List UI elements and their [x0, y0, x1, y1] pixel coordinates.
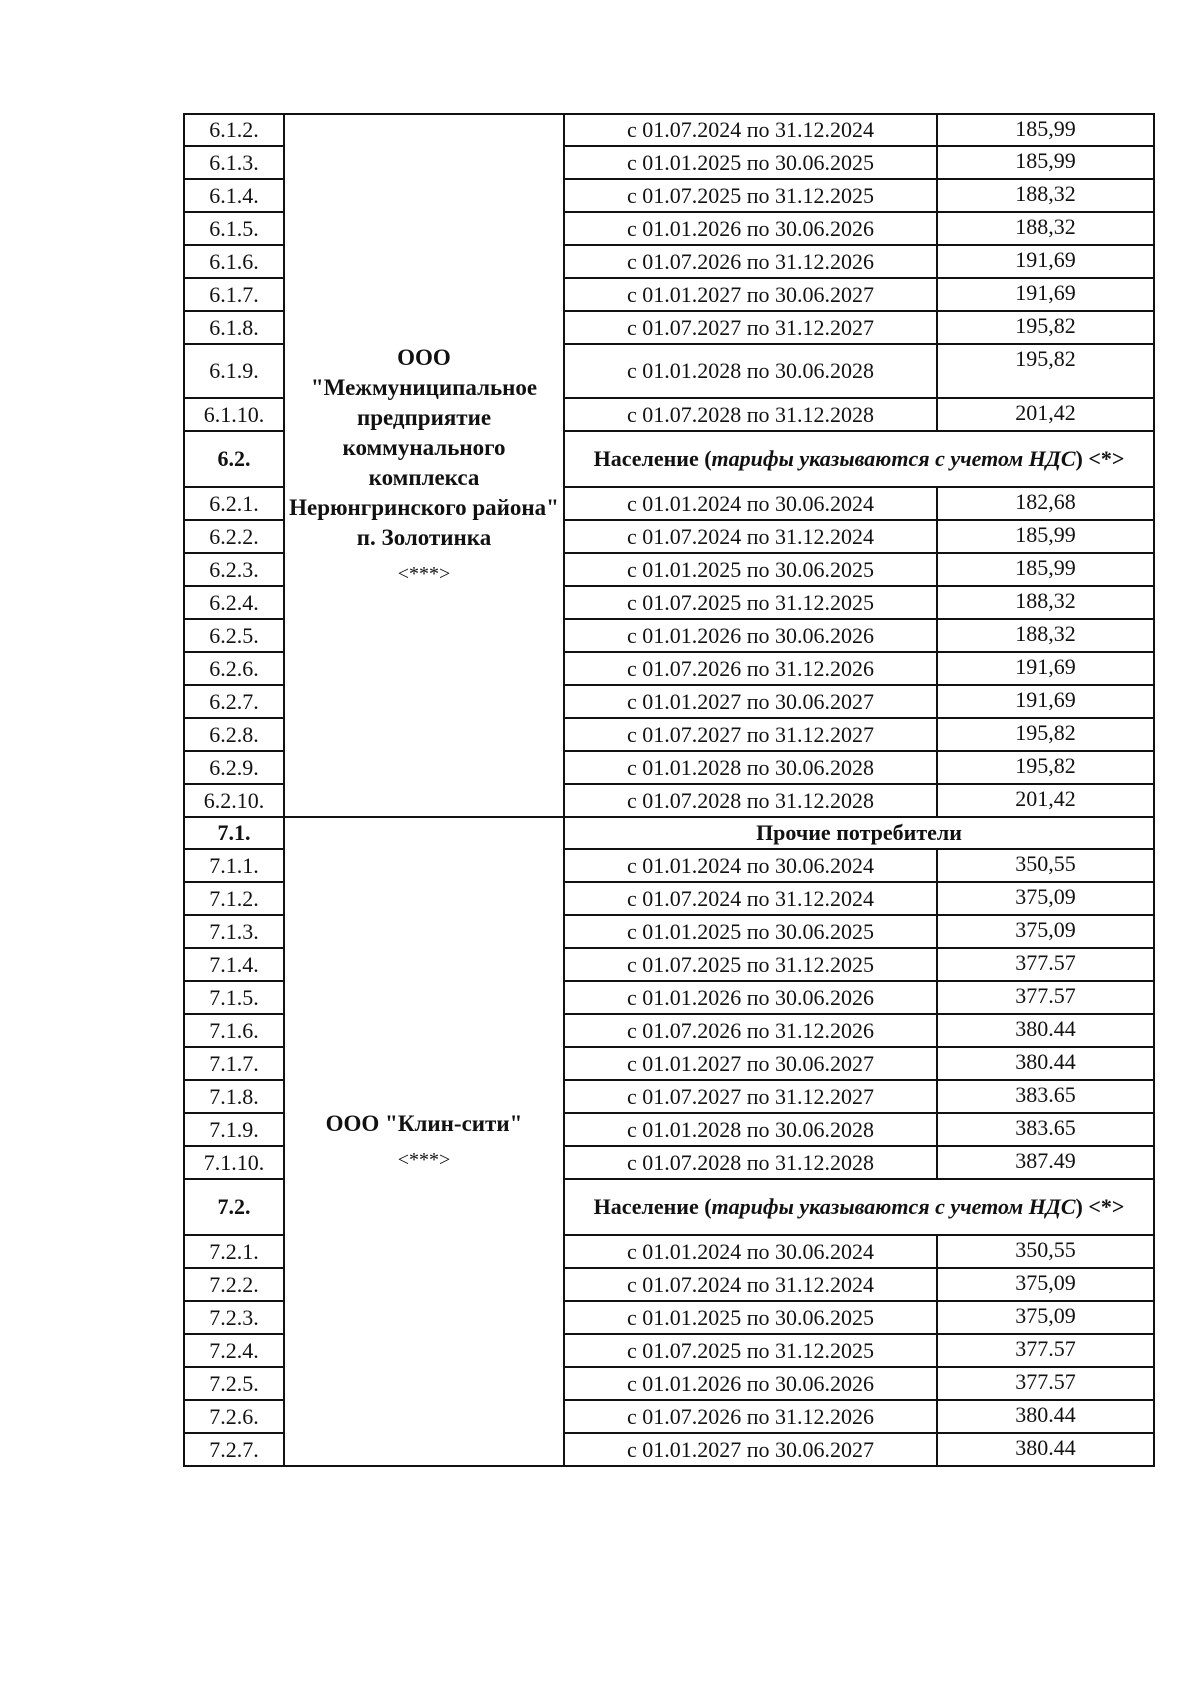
row-number: 7.2.7. [184, 1433, 284, 1466]
tariff-value: 380.44 [937, 1433, 1154, 1466]
tariff-value: 201,42 [937, 784, 1154, 817]
period-cell: с 01.07.2028 по 31.12.2028 [564, 1146, 937, 1179]
period-cell: с 01.07.2028 по 31.12.2028 [564, 398, 937, 431]
period-cell: с 01.01.2028 по 30.06.2028 [564, 344, 937, 398]
group-label-other: Прочие потребители [564, 817, 1154, 849]
tariff-value: 380.44 [937, 1047, 1154, 1080]
period-cell: с 01.01.2025 по 30.06.2025 [564, 553, 937, 586]
organization-name: ООО "Клин-сити" [325, 1110, 523, 1136]
tariff-value: 383.65 [937, 1080, 1154, 1113]
row-number: 6.1.5. [184, 212, 284, 245]
period-cell: с 01.01.2026 по 30.06.2026 [564, 619, 937, 652]
row-number: 6.2.4. [184, 586, 284, 619]
tariff-value: 188,32 [937, 586, 1154, 619]
period-cell: с 01.07.2027 по 31.12.2027 [564, 1080, 937, 1113]
tariff-value: 377.57 [937, 1334, 1154, 1367]
tariff-value: 383.65 [937, 1113, 1154, 1146]
period-cell: с 01.07.2024 по 31.12.2024 [564, 1268, 937, 1301]
tariff-value: 191,69 [937, 652, 1154, 685]
period-cell: с 01.01.2027 по 30.06.2027 [564, 278, 937, 311]
tariff-value: 185,99 [937, 520, 1154, 553]
period-cell: с 01.01.2024 по 30.06.2024 [564, 487, 937, 520]
period-cell: с 01.07.2025 по 31.12.2025 [564, 1334, 937, 1367]
row-number: 6.2.5. [184, 619, 284, 652]
tariff-value: 375,09 [937, 882, 1154, 915]
tariff-value: 377.57 [937, 1367, 1154, 1400]
group-number: 6.2. [184, 431, 284, 487]
organization-name: ООО "Межмуниципальное предприятие коммунального комплекса Нерюнгринского района" п. Золотинка [289, 344, 559, 550]
row-number: 7.1.10. [184, 1146, 284, 1179]
row-number: 7.2.2. [184, 1268, 284, 1301]
group-number: 7.2. [184, 1179, 284, 1235]
period-cell: с 01.01.2026 по 30.06.2026 [564, 212, 937, 245]
row-number: 6.1.4. [184, 179, 284, 212]
row-number: 6.2.2. [184, 520, 284, 553]
tariff-value: 188,32 [937, 619, 1154, 652]
tariff-value: 195,82 [937, 718, 1154, 751]
period-cell: с 01.01.2027 по 30.06.2027 [564, 685, 937, 718]
period-cell: с 01.01.2028 по 30.06.2028 [564, 1113, 937, 1146]
row-number: 7.2.6. [184, 1400, 284, 1433]
row-number: 6.2.7. [184, 685, 284, 718]
group-label-population [564, 1179, 1154, 1235]
row-number: 7.1.5. [184, 981, 284, 1014]
group-label-text: Население ( [593, 1194, 712, 1219]
tariff-value: 375,09 [937, 1301, 1154, 1334]
period-cell: с 01.01.2024 по 30.06.2024 [564, 849, 937, 882]
tariff-value: 185,99 [937, 146, 1154, 179]
period-cell: с 01.07.2026 по 31.12.2026 [564, 652, 937, 685]
tariff-table [183, 113, 1155, 1467]
tariff-value: 350,55 [937, 849, 1154, 882]
row-number: 6.2.1. [184, 487, 284, 520]
tariff-value: 195,82 [937, 344, 1154, 398]
period-cell: с 01.07.2025 по 31.12.2025 [564, 948, 937, 981]
period-cell: с 01.07.2024 по 31.12.2024 [564, 882, 937, 915]
row-number: 6.1.8. [184, 311, 284, 344]
row-number: 7.1.4. [184, 948, 284, 981]
period-cell: с 01.07.2025 по 31.12.2025 [564, 179, 937, 212]
row-number: 7.1.8. [184, 1080, 284, 1113]
tariff-value: 182,68 [937, 487, 1154, 520]
row-number: 7.2.3. [184, 1301, 284, 1334]
row-number: 6.1.2. [184, 114, 284, 146]
tariff-value: 377.57 [937, 981, 1154, 1014]
row-number: 6.2.3. [184, 553, 284, 586]
row-number: 7.2.1. [184, 1235, 284, 1268]
organization-cell [284, 114, 564, 817]
row-number: 6.1.7. [184, 278, 284, 311]
period-cell: с 01.07.2028 по 31.12.2028 [564, 784, 937, 817]
row-number: 6.2.6. [184, 652, 284, 685]
row-number: 7.1.2. [184, 882, 284, 915]
period-cell: с 01.01.2026 по 30.06.2026 [564, 981, 937, 1014]
group-header-row [184, 817, 1154, 849]
group-label-italic: тарифы указываются с учетом НДС [711, 1194, 1076, 1219]
organization-cell [284, 817, 564, 1466]
tariff-value: 191,69 [937, 685, 1154, 718]
period-cell: с 01.07.2026 по 31.12.2026 [564, 1014, 937, 1047]
group-label-suffix: ) <*> [1075, 446, 1125, 471]
tariff-value: 188,32 [937, 212, 1154, 245]
tariff-value: 191,69 [937, 278, 1154, 311]
row-number: 6.1.6. [184, 245, 284, 278]
tariff-value: 185,99 [937, 114, 1154, 146]
period-cell: с 01.07.2027 по 31.12.2027 [564, 718, 937, 751]
period-cell: с 01.01.2025 по 30.06.2025 [564, 915, 937, 948]
row-number: 6.2.9. [184, 751, 284, 784]
row-number: 7.1.7. [184, 1047, 284, 1080]
table-row [184, 114, 1154, 146]
tariff-value: 195,82 [937, 311, 1154, 344]
period-cell: с 01.01.2025 по 30.06.2025 [564, 146, 937, 179]
group-label-text: Население ( [593, 446, 712, 471]
tariff-value: 350,55 [937, 1235, 1154, 1268]
group-number: 7.1. [184, 817, 284, 849]
period-cell: с 01.01.2024 по 30.06.2024 [564, 1235, 937, 1268]
tariff-value: 387.49 [937, 1146, 1154, 1179]
tariff-value: 185,99 [937, 553, 1154, 586]
period-cell: с 01.07.2027 по 31.12.2027 [564, 311, 937, 344]
tariff-value: 195,82 [937, 751, 1154, 784]
period-cell: с 01.07.2026 по 31.12.2026 [564, 1400, 937, 1433]
row-number: 7.2.5. [184, 1367, 284, 1400]
period-cell: с 01.01.2028 по 30.06.2028 [564, 751, 937, 784]
tariff-value: 201,42 [937, 398, 1154, 431]
row-number: 6.1.10. [184, 398, 284, 431]
period-cell: с 01.01.2027 по 30.06.2027 [564, 1433, 937, 1466]
tariff-value: 375,09 [937, 1268, 1154, 1301]
period-cell: с 01.07.2026 по 31.12.2026 [564, 245, 937, 278]
row-number: 7.1.9. [184, 1113, 284, 1146]
row-number: 6.2.10. [184, 784, 284, 817]
tariff-value: 377.57 [937, 948, 1154, 981]
period-cell: с 01.07.2024 по 31.12.2024 [564, 520, 937, 553]
tariff-value: 380.44 [937, 1014, 1154, 1047]
period-cell: с 01.01.2027 по 30.06.2027 [564, 1047, 937, 1080]
period-cell: с 01.07.2024 по 31.12.2024 [564, 114, 937, 146]
group-label-suffix: ) <*> [1075, 1194, 1125, 1219]
tariff-value: 375,09 [937, 915, 1154, 948]
row-number: 7.1.3. [184, 915, 284, 948]
tariff-value: 191,69 [937, 245, 1154, 278]
period-cell: с 01.01.2025 по 30.06.2025 [564, 1301, 937, 1334]
row-number: 6.2.8. [184, 718, 284, 751]
row-number: 7.2.4. [184, 1334, 284, 1367]
period-cell: с 01.01.2026 по 30.06.2026 [564, 1367, 937, 1400]
row-number: 6.1.3. [184, 146, 284, 179]
organization-note: <***> [397, 1148, 451, 1171]
period-cell: с 01.07.2025 по 31.12.2025 [564, 586, 937, 619]
tariff-value: 188,32 [937, 179, 1154, 212]
row-number: 6.1.9. [184, 344, 284, 398]
group-label-italic: тарифы указываются с учетом НДС [711, 446, 1076, 471]
row-number: 7.1.6. [184, 1014, 284, 1047]
tariff-value: 380.44 [937, 1400, 1154, 1433]
organization-note: <***> [397, 562, 451, 585]
group-label-population [564, 431, 1154, 487]
row-number: 7.1.1. [184, 849, 284, 882]
